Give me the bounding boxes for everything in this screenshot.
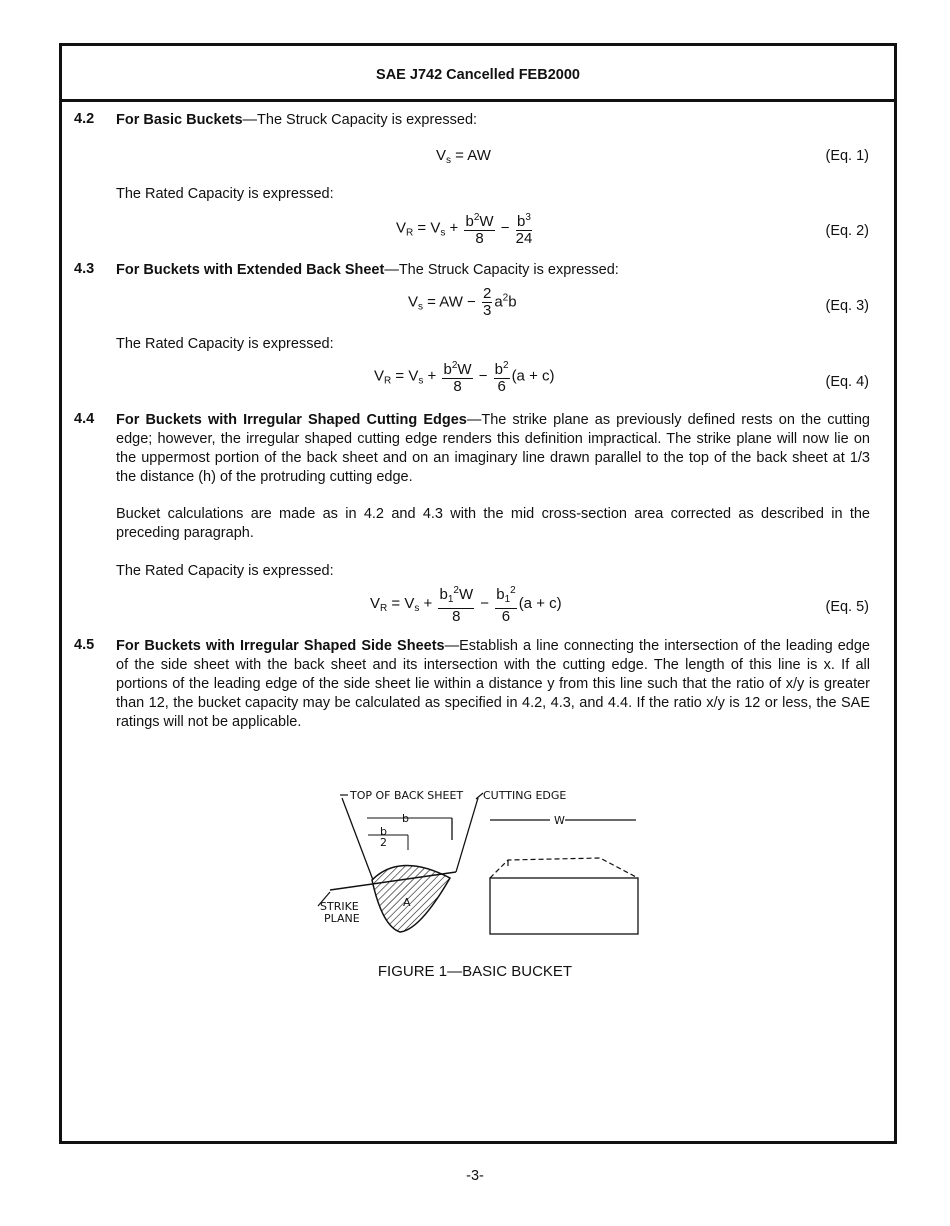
label-w: W bbox=[554, 814, 565, 827]
eq5-label: (Eq. 5) bbox=[825, 599, 869, 615]
document-title: SAE J742 Cancelled FEB2000 bbox=[376, 67, 580, 83]
equation-4: $V_R = V_s$ + $\frac{b^2W}{8}$ − $\frac{b^2}{6}$ (a + c) bbox=[374, 360, 555, 395]
section-number-4-5: 4.5 bbox=[74, 637, 95, 653]
eq4-label: (Eq. 4) bbox=[825, 374, 869, 390]
section-number-4-2: 4.2 bbox=[74, 111, 95, 127]
section-4-5-para bbox=[116, 637, 870, 732]
eq1-label: (Eq. 1) bbox=[825, 148, 869, 164]
header-bar bbox=[59, 43, 897, 102]
section-4-3-heading: For Buckets with Extended Back Sheet bbox=[116, 262, 385, 278]
section-number-4-4: 4.4 bbox=[74, 411, 95, 427]
eq2-label: (Eq. 2) bbox=[825, 223, 869, 239]
section-4-4-para2: Bucket calculations are made as in 4.2 and 4.3 with the mid cross-section area corrected as described in the preceding paragraph. bbox=[116, 506, 870, 541]
label-plane-text: PLANE bbox=[324, 912, 360, 925]
section-4-3-text: —The Struck Capacity is expressed: bbox=[384, 262, 619, 278]
section-4-5-text: —Establish a line connecting the intersection of the leading edge of the side sheet with the back sheet and its intersection with the cutting edge. The length of this line is x. If all portions of the leading edge of the side sheet lie within a distance y from this line such that the ratio of x/y is greater than 12, the bucket capacity may be calculated as specified in 4.2, 4.3, and 4.4. If the ratio x/y is 12 or less, the SAE ratings will not be applicable. bbox=[116, 638, 870, 730]
equation-5: $V_R = V_s$ + $\frac{b_1^2W}{8}$ − $\frac{b_1^2}{6}$ (a + c) bbox=[370, 585, 562, 625]
figure-basic-bucket bbox=[300, 780, 660, 950]
section-4-3-intro bbox=[116, 261, 870, 280]
section-4-2-intro bbox=[116, 111, 870, 130]
section-4-2-text: —The Struck Capacity is expressed: bbox=[242, 112, 478, 128]
label-top-of-back-sheet: TOP OF BACK SHEET bbox=[350, 789, 464, 802]
rated-capacity-line-3: The Rated Capacity is expressed: bbox=[116, 563, 334, 579]
equation-2: $V_R = V_s$ + $\frac{b^2W}{8}$ − $\frac{b^3}{24}$ bbox=[396, 212, 533, 247]
label-b-half: b bbox=[380, 825, 387, 838]
label-strike: STRIKE bbox=[320, 900, 359, 913]
section-number-4-3: 4.3 bbox=[74, 261, 95, 277]
figure-caption: FIGURE 1—BASIC BUCKET bbox=[377, 963, 573, 980]
equation-1: $V_s$ = AW bbox=[436, 147, 491, 166]
section-4-2-heading: For Basic Buckets bbox=[116, 112, 243, 128]
rated-capacity-line-1: The Rated Capacity is expressed: bbox=[116, 186, 334, 202]
eq3-label: (Eq. 3) bbox=[825, 298, 869, 314]
section-4-4-text: —The strike plane as previously defined rests on the cutting edge; however, the irregular shaped cutting edge renders this definition impractical. The strike plane will now lie on the uppermost portion of the back sheet and on an imaginary line drawn parallel to the top of the back sheet at 1/3 the distance (h) of the protruding cutting edge. bbox=[116, 412, 870, 485]
page-number: -3- bbox=[466, 1168, 484, 1184]
equation-3: $V_s$ = AW − $\frac{2}{3}$ $a^2b$ bbox=[408, 285, 517, 319]
rated-capacity-line-2: The Rated Capacity is expressed: bbox=[116, 336, 334, 352]
section-4-4-heading: For Buckets with Irregular Shaped Cutting Edges bbox=[116, 412, 467, 428]
section-4-4-para1 bbox=[116, 411, 870, 487]
label-cutting-edge: CUTTING EDGE bbox=[483, 789, 567, 802]
section-4-5-heading: For Buckets with Irregular Shaped Side Sheets bbox=[116, 638, 445, 654]
label-b: b bbox=[402, 812, 409, 825]
label-area-a: A bbox=[403, 896, 411, 909]
label-half-denominator: 2 bbox=[380, 836, 387, 849]
